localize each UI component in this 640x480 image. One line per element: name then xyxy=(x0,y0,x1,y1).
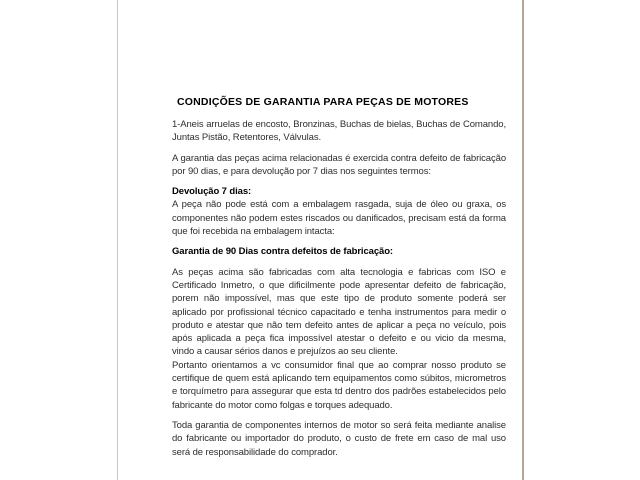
left-margin-rule xyxy=(117,0,118,480)
devolucao-body-paragraph: A peça não pode está com a embalagem rasgada, suja de óleo ou graxa, os componentes não podem estes riscados ou danificados, precisam está da forma que foi recebida na embalagem intacta: xyxy=(172,199,506,238)
garantia-paragraph-2: Portanto orientamos a vc consumidor final que ao comprar nosso produto se certifique de quem está aplicando tem equipamentos como súbitos, micrometros e torquímetro para assegurar que esta td dentro dos padrões estabelecidos pelo fabricante do motor como folgas e torques adequado. xyxy=(172,359,506,411)
warranty-intro-paragraph: A garantia das peças acima relacionadas é exercida contra defeito de fabricação por 90 dias, e para devolução por 7 dias nos seguintes termos: xyxy=(172,152,506,177)
garantia-90-dias-heading: Garantia de 90 Dias contra defeitos de fabricação: xyxy=(172,246,393,258)
garantia-paragraph-1: As peças acima são fabricadas com alta tecnologia e fabricas com ISO e Certificado Inmetro, o que dificilmente pode apresentar defeito de fabricação, porem não impossível, mas que este tipo de produto somente poderá ser aplicado por profissional técnico capacitado e tenha instrumentos para medir o produto e atestar que não tem defeito antes de aplicar a peça no veículo, pois após aplicada a peça fica impossível atestar o defeito e ou vicio da mesma, vindo a causar sérios danos e prejuízos ao seu cliente. xyxy=(172,266,506,358)
closing-paragraph: Toda garantia de componentes internos de motor so será feita mediante analise do fabricante ou importador do produto, o custo de frete em caso de mal uso será de responsabilidade do comprador. xyxy=(172,419,506,458)
right-margin-rule xyxy=(522,0,524,480)
parts-list-paragraph: 1-Aneis arruelas de encosto, Bronzinas, Buchas de bielas, Buchas de Comando, Juntas Pistão, Retentores, Válvulas. xyxy=(172,119,506,144)
devolucao-section xyxy=(172,185,506,238)
devolucao-heading: Devolução 7 dias: xyxy=(172,186,252,198)
page-title: CONDIÇÕES DE GARANTIA PARA PEÇAS DE MOTORES xyxy=(177,96,469,108)
document-body xyxy=(172,95,506,466)
